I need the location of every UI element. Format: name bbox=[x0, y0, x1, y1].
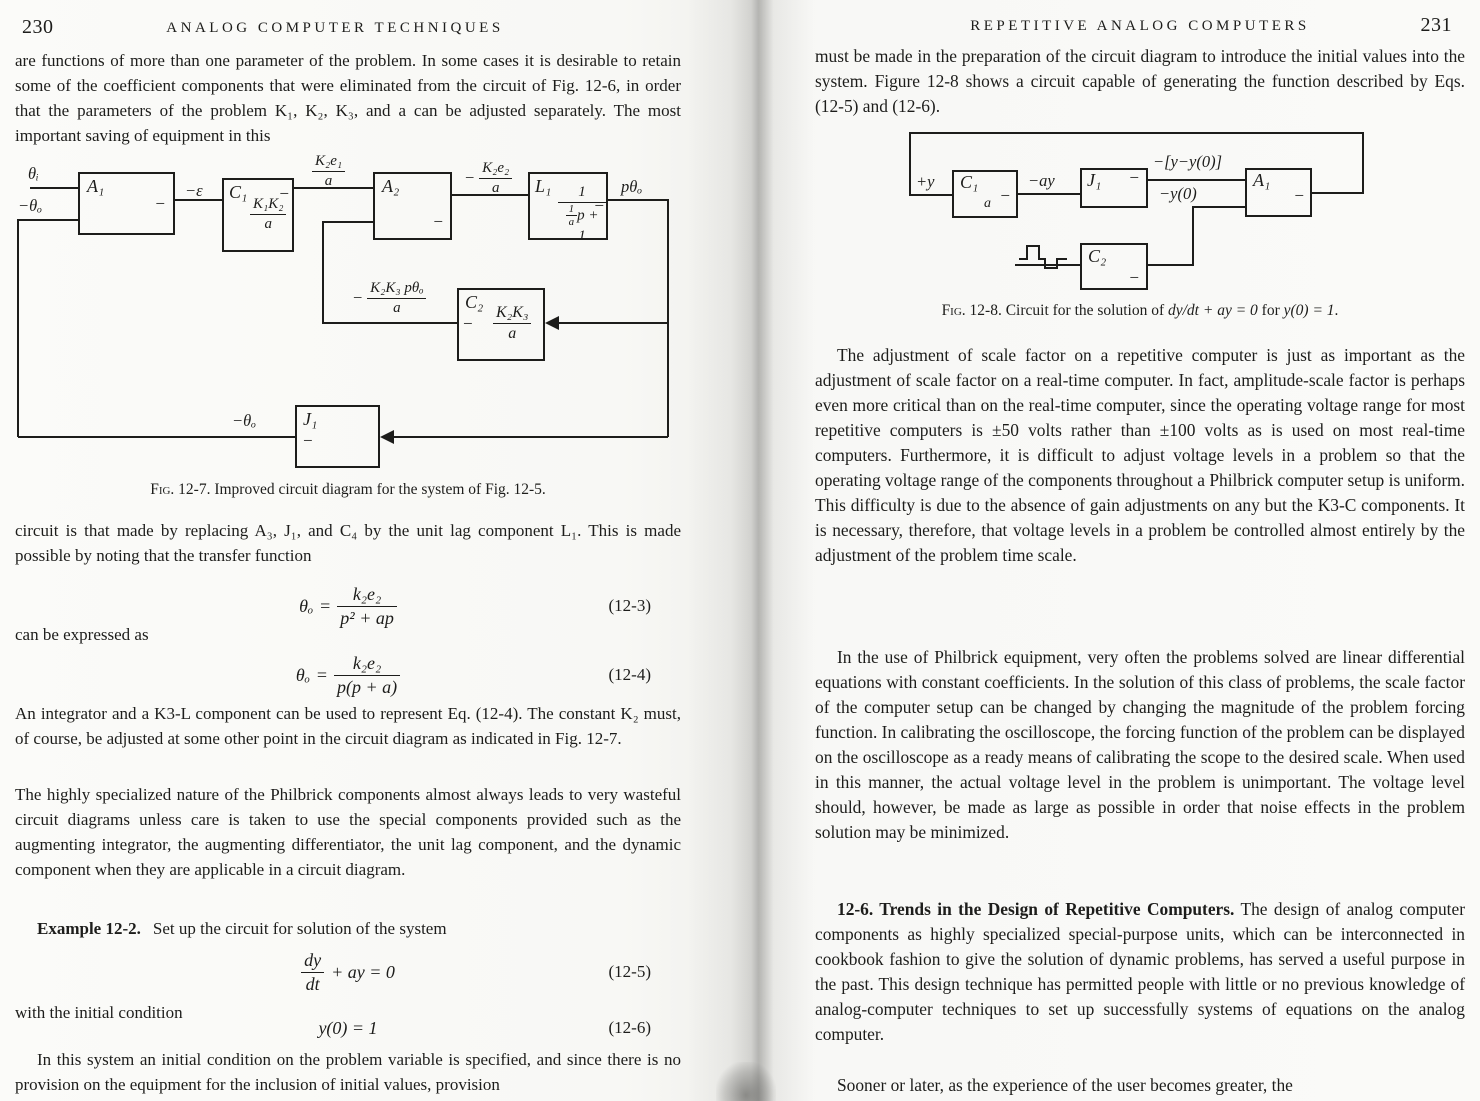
paragraph-between-eqs: can be expressed as bbox=[15, 625, 149, 644]
fig8-caption-mid: for bbox=[1257, 302, 1284, 319]
block-a1 bbox=[78, 172, 175, 235]
example-line bbox=[15, 916, 681, 941]
fig8-caption-pre: Circuit for the solution of bbox=[1005, 302, 1168, 319]
figure-12-7-circuit-diagram bbox=[0, 153, 742, 480]
paragraph-philbrick: The highly specialized nature of the Philbrick components almost always leads to very wasteful circuit diagrams unless care is taken to use the special components provided such as the augmenting integrator, the augmenting differentiator, the unit lag component, and the dynamic component when they are applicable in a circuit diagram. bbox=[15, 785, 681, 879]
fig7-caption-label: Fig. 12-7. bbox=[150, 481, 211, 498]
paragraph-circuit: circuit is that made by replacing A₃, J₁, and C₄ by the unit lag component L₁. This is made possible by noting that the transfer function bbox=[15, 521, 681, 565]
page-number-left: 230 bbox=[22, 16, 54, 38]
eq4-tag: (12-4) bbox=[608, 665, 651, 684]
block-fig8-c1-gain: a bbox=[984, 196, 991, 211]
eq4-fraction: $\frac{\text{k₂e₂}}{p(p + a)}$ bbox=[334, 653, 400, 696]
label-minus-epsilon: −ε bbox=[185, 181, 203, 200]
figure-12-7-caption bbox=[15, 481, 681, 499]
fig8-caption-math1: dy/dt + ay = 0 bbox=[1168, 302, 1258, 319]
page-number-right: 231 bbox=[1420, 14, 1452, 36]
block-l1-minus: − bbox=[594, 196, 604, 215]
paragraph-with: with the initial condition bbox=[15, 1003, 183, 1022]
block-c1-label: C₁ bbox=[229, 182, 248, 202]
label-p-theta-o: pθₒ bbox=[621, 177, 643, 196]
eq3-fraction: $\frac{\text{k₂e₂}}{\text{p² + ap}}$ bbox=[337, 584, 397, 627]
fig8-caption-label: Fig. 12-8. bbox=[941, 302, 1002, 319]
section-heading-12-6: 12-6. Trends in the Design of Repetitive Computers. bbox=[837, 899, 1235, 919]
running-head-right: REPETITIVE ANALOG COMPUTERS bbox=[970, 18, 1310, 34]
eq3-equals: = bbox=[320, 595, 331, 616]
paragraph-system: In this system an initial condition on the problem variable is specified, and since there is no provision on the equipment for the inclusion of initial values, provision bbox=[15, 1050, 681, 1094]
eq5-tag: (12-5) bbox=[608, 962, 651, 981]
block-c2 bbox=[457, 288, 545, 361]
label-theta-i: θᵢ bbox=[28, 164, 39, 183]
block-fig8-c2-label: C₂ bbox=[1088, 246, 1107, 266]
label-c1-output: $\frac{\text{K₂e₁}}{a}$ bbox=[312, 153, 345, 190]
eq5-fraction: $\frac{dy}{dt}$ bbox=[301, 950, 324, 993]
example-label: Example 12-2. bbox=[37, 919, 141, 938]
running-head-left: ANALOG COMPUTER TECHNIQUES bbox=[166, 20, 504, 36]
figure-12-8-caption bbox=[815, 302, 1465, 320]
block-fig8-j1 bbox=[1080, 168, 1148, 208]
block-fig8-a1 bbox=[1245, 168, 1312, 217]
block-a2 bbox=[373, 172, 452, 240]
eq6-tag: (12-6) bbox=[608, 1018, 651, 1037]
eq3-tag: (12-3) bbox=[608, 596, 651, 615]
block-fig8-a1-label: A₁ bbox=[1253, 170, 1271, 190]
block-fig8-c1 bbox=[952, 170, 1018, 218]
equation-12-6 bbox=[15, 1013, 681, 1043]
arrowhead-c2-input bbox=[545, 316, 559, 330]
fig7-caption-text: Improved circuit diagram for the system of Fig. 12-5. bbox=[214, 481, 546, 498]
paragraph-integrator: An integrator and a K3-L component can be used to represent Eq. (12-4). The constant K₂ must, of course, be adjusted at some other point in the circuit diagram as indicated in Fig. 12-7. bbox=[15, 704, 681, 748]
paragraph-trends bbox=[815, 897, 1465, 1047]
block-c1-minus: − bbox=[279, 184, 289, 203]
block-j1-minus: − bbox=[303, 431, 313, 450]
label-j1-output: −θₒ bbox=[232, 411, 256, 430]
label-minus-ay: −ay bbox=[1028, 171, 1055, 190]
fig8-caption-math2: y(0) = 1 bbox=[1283, 302, 1335, 319]
block-c2-gain: $\frac{\text{K₂K₃}}{a}$ bbox=[493, 304, 531, 343]
block-fig8-c1-minus: − bbox=[1000, 186, 1010, 205]
block-fig8-c2 bbox=[1080, 243, 1148, 290]
label-minus-y0: −y(0) bbox=[1159, 184, 1197, 203]
block-a1-minus: − bbox=[155, 194, 165, 213]
eq5-rest: + ay = 0 bbox=[331, 961, 395, 982]
label-minus-theta-o-input: −θₒ bbox=[18, 196, 42, 215]
block-l1 bbox=[528, 172, 608, 244]
equation-12-4 bbox=[15, 647, 681, 703]
label-j1-output: −[y−y(0)] bbox=[1153, 152, 1222, 171]
block-c1 bbox=[222, 178, 294, 252]
block-fig8-c2-minus: − bbox=[1129, 268, 1139, 287]
eq4-lhs: θₒ bbox=[295, 664, 310, 685]
arrowhead-j1-input bbox=[380, 430, 394, 444]
fig8-caption-end: . bbox=[1334, 302, 1339, 319]
equation-12-5 bbox=[15, 946, 681, 998]
wire-c2-to-a1 bbox=[1148, 207, 1245, 265]
block-l1-transfer-function: 1 $\frac{1}{a}$ p + 1 bbox=[558, 184, 606, 245]
paragraph-trends-text: The design of analog computer components as highly specialized special-purpose units, which can be interconnected in cookbook fashion to give the solution of dynamic problems, has served a useful purpose in the past. This design technique has permitted people with little or no previous knowledge of analog-computer techniques to set up successfully systems of equations on the analog computer. bbox=[815, 899, 1465, 1044]
paragraph-adjustment: The adjustment of scale factor on a repetitive computer is just as important as the adjustment of scale factor on a real-time computer. In fact, amplitude-scale factor is perhaps even more critical than on the real-time computer, since the operating voltage range for most repetitive computers is ±50 volts rather than ±100 volts as is used on most real-time computers. Furthermore, it is difficult to adjust voltage levels in a problem so that the operating voltage range of the components throughout a Philbrick computer setup is uniform. This difficulty is due to the absence of gain adjustments on any but the K3-C components. It is necessary, therefore, that voltage levels in a problem be controlled almost entirely by the adjustment of the problem time scale. bbox=[815, 345, 1465, 565]
block-a1-label: A₁ bbox=[87, 176, 105, 196]
block-a2-label: A₂ bbox=[382, 176, 400, 196]
eq3-lhs: θₒ bbox=[299, 595, 314, 616]
label-a2-output: − $\frac{\text{K₂e₂}}{a}$ bbox=[464, 160, 512, 197]
eq4-equals: = bbox=[316, 664, 327, 685]
wire-theta-o-feedback bbox=[18, 220, 78, 437]
block-fig8-j1-minus: − bbox=[1129, 168, 1139, 187]
block-c1-gain: $\frac{\text{K₁K₂}}{a}$ bbox=[250, 196, 286, 233]
example-text: Set up the circuit for solution of the system bbox=[152, 919, 447, 938]
block-j1 bbox=[295, 405, 380, 468]
block-fig8-j1-label: J₁ bbox=[1087, 170, 1102, 190]
block-j1-label: J₁ bbox=[303, 409, 318, 429]
label-c2-output: − $\frac{\text{K₂K₃ pθₒ}}{a}$ bbox=[352, 280, 426, 317]
block-fig8-c1-label: C₁ bbox=[960, 172, 979, 192]
paragraph-philbrick-equipment: In the use of Philbrick equipment, very often the problems solved are linear differential equations with constant coefficients. In the solution of this class of problems, the scale factor of the computer setup can be changed by changing the magnitude of the problem forcing function. In calibrating the oscilloscope, the forcing function of the problem can be displayed on the oscilloscope as a ready means of calibrating the scope to the desired scale. When used in this manner, the actual voltage level in the problem is unimportant. The voltage level should, however, be made as large as possible in order that noise effects in the problem solution may be minimized. bbox=[815, 647, 1465, 842]
label-plus-y: +y bbox=[916, 172, 935, 191]
block-c2-label: C₂ bbox=[465, 292, 484, 312]
block-l1-denominator: $\frac{1}{a}$ p + 1 bbox=[558, 203, 606, 245]
figure-12-8-circuit-diagram bbox=[900, 128, 1380, 300]
page-231 bbox=[800, 0, 1480, 1101]
block-c2-minus: − bbox=[463, 314, 473, 333]
block-fig8-a1-minus: − bbox=[1294, 186, 1304, 205]
wire-l1-output-down bbox=[608, 200, 668, 437]
paragraph-intro: are functions of more than one parameter of the problem. In some cases it is desirable to retain some of the coefficient components that were eliminated from the circuit of Fig. 12-6, in order that the parameters of the problem K₁, K₂, K₃, and a can be adjusted separately. The most important saving of equipment in this bbox=[15, 51, 681, 145]
block-a2-minus: − bbox=[433, 212, 443, 231]
block-l1-label: L₁ bbox=[535, 176, 552, 196]
eq6-body: y(0) = 1 bbox=[318, 1017, 378, 1038]
paragraph-must: must be made in the preparation of the circuit diagram to introduce the initial values into the system. Figure 12-8 shows a circuit capable of generating the function described by Eqs. (12-5) and (12-6). bbox=[815, 46, 1465, 116]
paragraph-sooner: Sooner or later, as the experience of the user becomes greater, the bbox=[837, 1075, 1293, 1095]
